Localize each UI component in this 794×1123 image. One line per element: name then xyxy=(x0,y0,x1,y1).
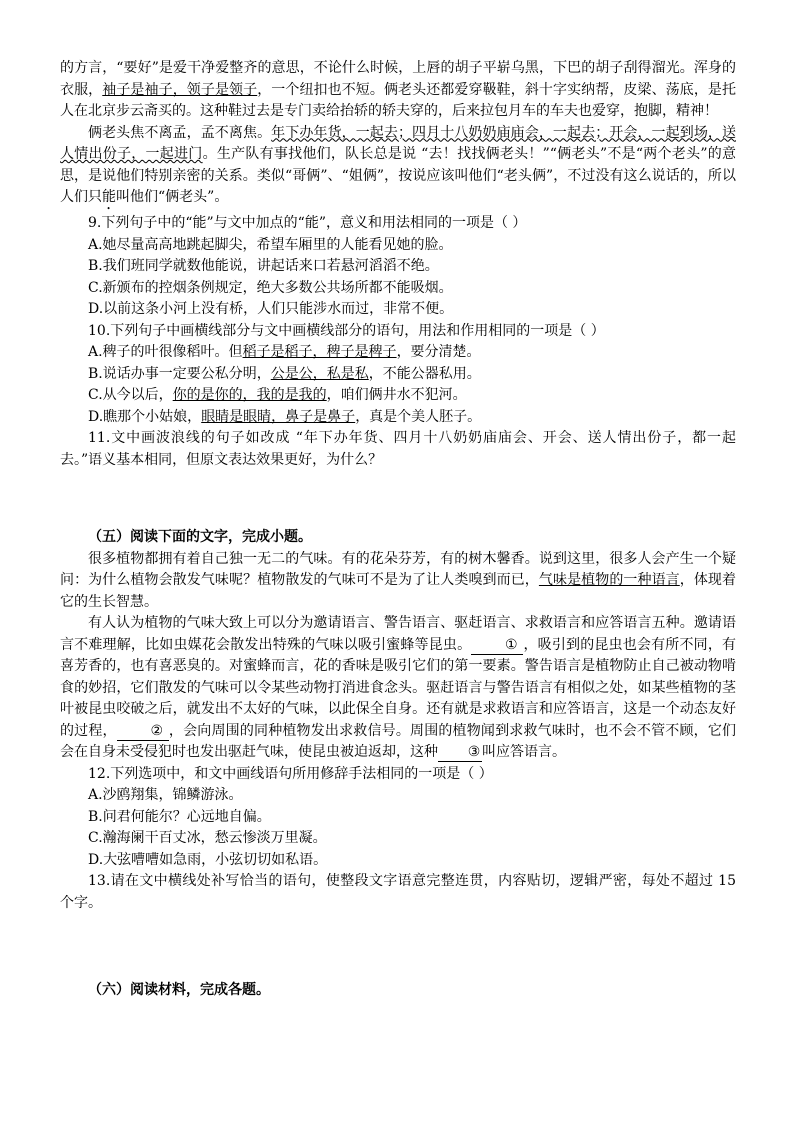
text: ，要分清楚。 xyxy=(396,344,481,360)
question-9-option-c: C.新颁布的控烟条例规定，绝大多数公共场所都不能吸烟。 xyxy=(88,279,453,296)
text: 很多植物都拥有着自己独一无二的气味。有的花朵芬芳，有的树木馨香。说到这里，很多人会产生一个疑问：为什么植物会散发气味呢？植物散发的气味可不是为了让人类嗅到而已， xyxy=(60,550,736,588)
text: C.从今以后， xyxy=(88,387,173,403)
question-12-option-b: B.问君何能尔？心远地自偏。 xyxy=(88,808,271,825)
blank-2: ② xyxy=(117,723,169,741)
text: 俩老头焦不离孟，孟不离焦。 xyxy=(88,124,272,141)
wavy-underlined-sentence: 年下办年货，一起去；四月十八奶奶庙庙会，一起去；开会，一起到场，送人情出份子，一起进门 xyxy=(60,124,736,162)
underlined-sentence: 袖子是袖子，领子是领子 xyxy=(102,81,258,98)
text: B.说话办事一定要公私分明， xyxy=(88,365,271,382)
question-10-option-a xyxy=(60,342,736,364)
question-10-stem: 10.下列句子中画横线部分与文中画横线部分的语句，用法和作用相同的一项是（ ） xyxy=(88,322,605,339)
question-10-option-c xyxy=(60,385,736,407)
text: ，吸引到的昆虫也会有所不同，有喜芳香的，也有喜恶臭的。对蜜蜂而言，花的香味是吸引它们的第一要素。警告语言是植物防止自己被动物啃食的妙招，它们散发的气味可以令某些动物打消进食念头。驱赶语言与警告语言有相似之处，如某些植物的茎叶被昆虫咬破之后，就发出不太好的气味，以此保全自身。还有就是求救语言和应答语言，这是一个动态友好的过程， xyxy=(60,636,737,739)
question-12-option-c: C.瀚海阑干百丈冰，愁云惨淡万里凝。 xyxy=(88,830,327,846)
document-page xyxy=(60,58,736,1002)
underlined-sentence: 气味是植物的一种语言 xyxy=(538,572,680,588)
text: ，体现着它的生长智慧。 xyxy=(60,572,737,610)
answer-space xyxy=(60,471,736,527)
text: 叫他们“俩老头”。 xyxy=(116,189,229,205)
blank-3: ③ xyxy=(438,744,482,762)
text: ，咱们俩井水不犯河。 xyxy=(326,387,467,403)
question-13: 13.请在文中横线处补写恰当的语句，使整段文字语意完整连贯，内容贴切，逻辑严密，每处不超过 15 个字。 xyxy=(60,873,736,911)
paragraph-intro xyxy=(60,58,736,123)
underlined-phrase: 稻子是稻子，稗子是稗子 xyxy=(242,344,397,360)
question-9-stem: 9.下列句子中的“能”与文中加点的“能”，意义和用法相同的一项是（ ） xyxy=(88,215,527,231)
text: ，不能公器私用。 xyxy=(368,365,481,382)
text: ，会向周围的同种植物发出求救信号。周围的植物闻到求救气味时，也不会不管不顾，它们会在自身未受侵犯时也发出驱赶气味，使昆虫被迫返却，这种 xyxy=(60,722,737,760)
paragraph-plant-scent xyxy=(60,549,736,614)
underlined-phrase: 眼睛是眼睛，鼻子是鼻子 xyxy=(201,408,356,425)
question-12-option-a: A.沙鸥翔集，锦鳞游泳。 xyxy=(88,787,243,803)
text: 叫应答语言。 xyxy=(482,744,566,760)
text: 。生产队有事找他们，队长总是说 “去！找找俩老头！”“俩老头”不是“两个老头”的意思，是说他们特别亲密的关系。类似“哥俩”、“姐俩”，按说应该叫他们“老头俩”，不过没有这么说话的，所以人们只 xyxy=(60,146,736,205)
question-12-stem: 12.下列选项中，和文中画线语句所用修辞手法相同的一项是（ ） xyxy=(88,765,493,782)
question-9-option-b: B.我们班同学就数他能说，讲起话来口若悬河滔滔不绝。 xyxy=(88,258,439,274)
blank-1: ① xyxy=(471,637,523,655)
question-9-option-a: A.她尽量高高地跳起脚尖，希望车厢里的人能看见她的脸。 xyxy=(88,236,453,253)
text: ，一个纽扣也不短。俩老头还都爱穿靸鞋，斜十字实纳帮，皮梁、荡底，是托人在北京步云斋买的。这种鞋过去是专门卖给抬轿的轿夫穿的，后来拉包月车的车夫也爱穿，抱脚，精神！ xyxy=(60,81,737,119)
paragraph-old-men xyxy=(60,123,736,214)
paragraph-plant-language xyxy=(60,613,736,764)
question-10-option-b xyxy=(60,364,736,386)
answer-space xyxy=(60,914,736,980)
underlined-phrase: 你的是你的，我的是我的 xyxy=(172,387,327,403)
section-5-heading: （五）阅读下面的文字，完成小题。 xyxy=(88,529,312,545)
question-12-option-d: D.大弦嘈嘈如急雨，小弦切切如私语。 xyxy=(88,851,328,868)
text: A.稗子的叶很像稻叶。但 xyxy=(88,344,243,360)
text: 有人认为植物的气味大致上可以分为邀请语言、警告语言、驱赶语言、求救语言和应答语言五种。邀请语言不难理解，比如虫媒花会散发出特殊的气味以吸引蜜蜂等昆虫。 xyxy=(60,615,736,653)
section-6-heading: （六）阅读材料，完成各题。 xyxy=(88,982,270,998)
underlined-phrase: 公是公，私是私 xyxy=(270,365,369,382)
text: ，真是个美人胚子。 xyxy=(355,408,482,425)
text: D.瞧那个小姑娘， xyxy=(88,408,202,425)
question-9-option-d: D.以前这条小河上没有桥，人们只能涉水而过，非常不便。 xyxy=(88,301,454,317)
text: 的方言，“要好”是爱干净爱整齐的意思，不论什么时候，上唇的胡子平崭乌黑，下巴的胡子刮得溜光。浑身的衣服， xyxy=(60,60,736,98)
question-10-option-d xyxy=(60,407,736,429)
dotted-character: 能 xyxy=(102,189,116,205)
question-11: 11.文中画波浪线的句子如改成 “年下办年货、四月十八奶奶庙庙会、开会、送人情出份子，都一起去。”语义基本相同，但原文表达效果更好，为什么？ xyxy=(60,430,736,468)
